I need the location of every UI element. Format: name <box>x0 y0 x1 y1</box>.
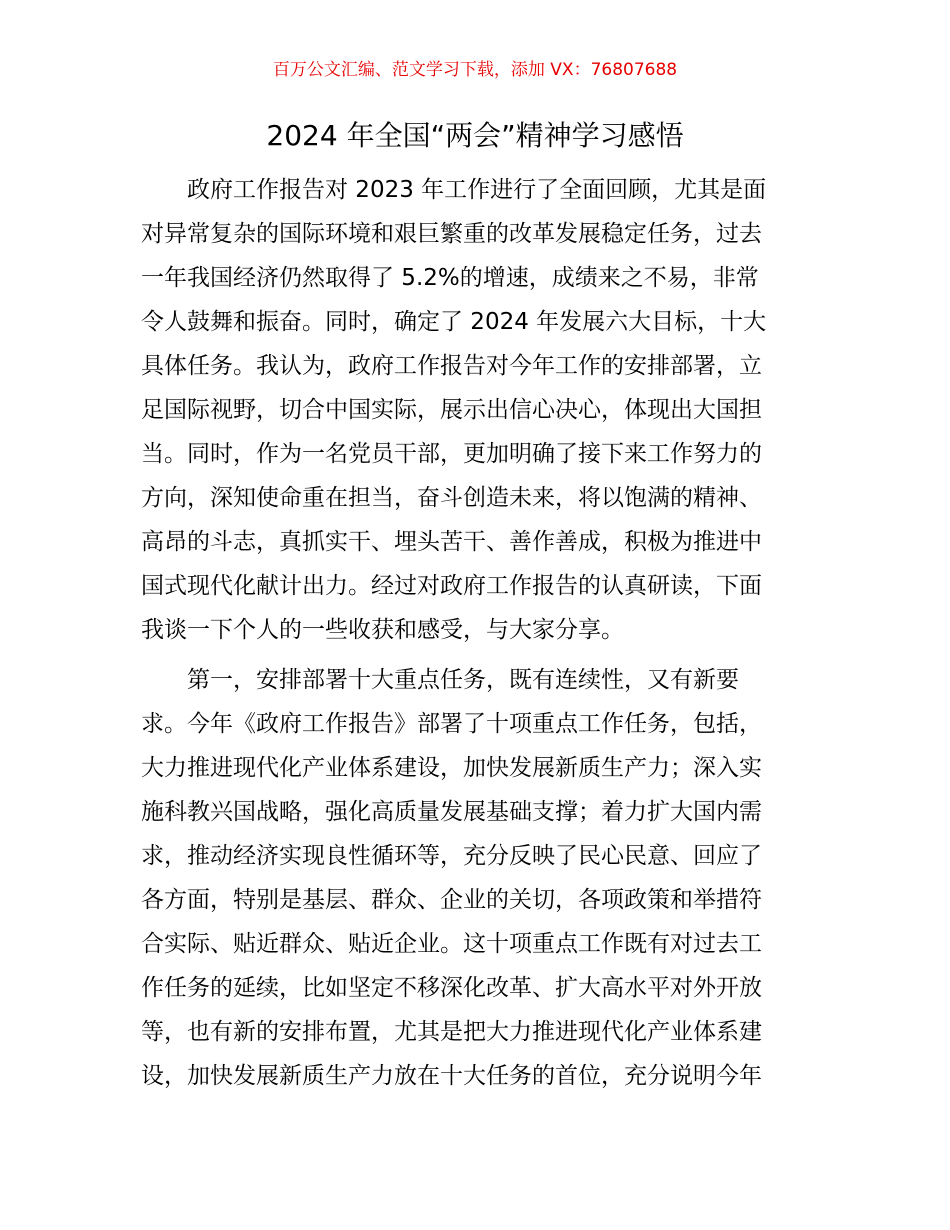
text-line: 合实际、贴近群众、贴近企业。这十项重点工作既有对过去工 <box>141 931 762 957</box>
text-line: 高昂的斗志，真抓实干、埋头苦干、善作善成，积极为推进中 <box>141 529 762 555</box>
text-line: 各方面，特别是基层、群众、企业的关切，各项政策和举措符 <box>141 887 762 913</box>
text-line: 等，也有新的安排布置，尤其是把大力推进现代化产业体系建 <box>141 1019 762 1045</box>
text-line: 具体任务。我认为，政府工作报告对今年工作的安排部署，立 <box>141 353 762 379</box>
document-title: 2024 年全国“两会”精神学习感悟 <box>266 119 684 152</box>
text-line: 对异常复杂的国际环境和艰巨繁重的改革发展稳定任务，过去 <box>141 221 762 247</box>
text-line: 作任务的延续，比如坚定不移深化改革、扩大高水平对外开放 <box>141 975 762 1001</box>
text-line: 我谈一下个人的一些收获和感受，与大家分享。 <box>141 617 624 643</box>
text-line: 求，推动经济实现良性循环等，充分反映了民心民意、回应了 <box>141 843 762 869</box>
text-line: 国式现代化献计出力。经过对政府工作报告的认真研读，下面 <box>141 573 762 599</box>
text-line: 设，加快发展新质生产力放在十大任务的首位，充分说明今年 <box>141 1063 762 1089</box>
text-line: 方向，深知使命重在担当，奋斗创造未来，将以饱满的精神、 <box>141 485 762 511</box>
header-note: 百万公文汇编、范文学习下载，添加 VX：76807688 <box>272 60 678 80</box>
text-line: 求。今年《政府工作报告》部署了十项重点工作任务，包括， <box>141 711 762 737</box>
text-line: 一年我国经济仍然取得了 5.2%的增速，成绩来之不易，非常 <box>141 265 759 291</box>
text-line: 大力推进现代化产业体系建设，加快发展新质生产力；深入实 <box>141 755 762 781</box>
text-line: 令人鼓舞和振奋。同时，确定了 2024 年发展六大目标，十大 <box>141 309 767 335</box>
text-line: 施科教兴国战略，强化高质量发展基础支撑；着力扩大国内需 <box>141 799 762 825</box>
text-line: 政府工作报告对 2023 年工作进行了全面回顾，尤其是面 <box>141 177 767 203</box>
text-line: 第一，安排部署十大重点任务，既有连续性，又有新要 <box>141 667 739 693</box>
text-line: 足国际视野，切合中国实际，展示出信心决心，体现出大国担 <box>141 397 762 423</box>
text-line: 当。同时，作为一名党员干部，更加明确了接下来工作努力的 <box>141 441 762 467</box>
